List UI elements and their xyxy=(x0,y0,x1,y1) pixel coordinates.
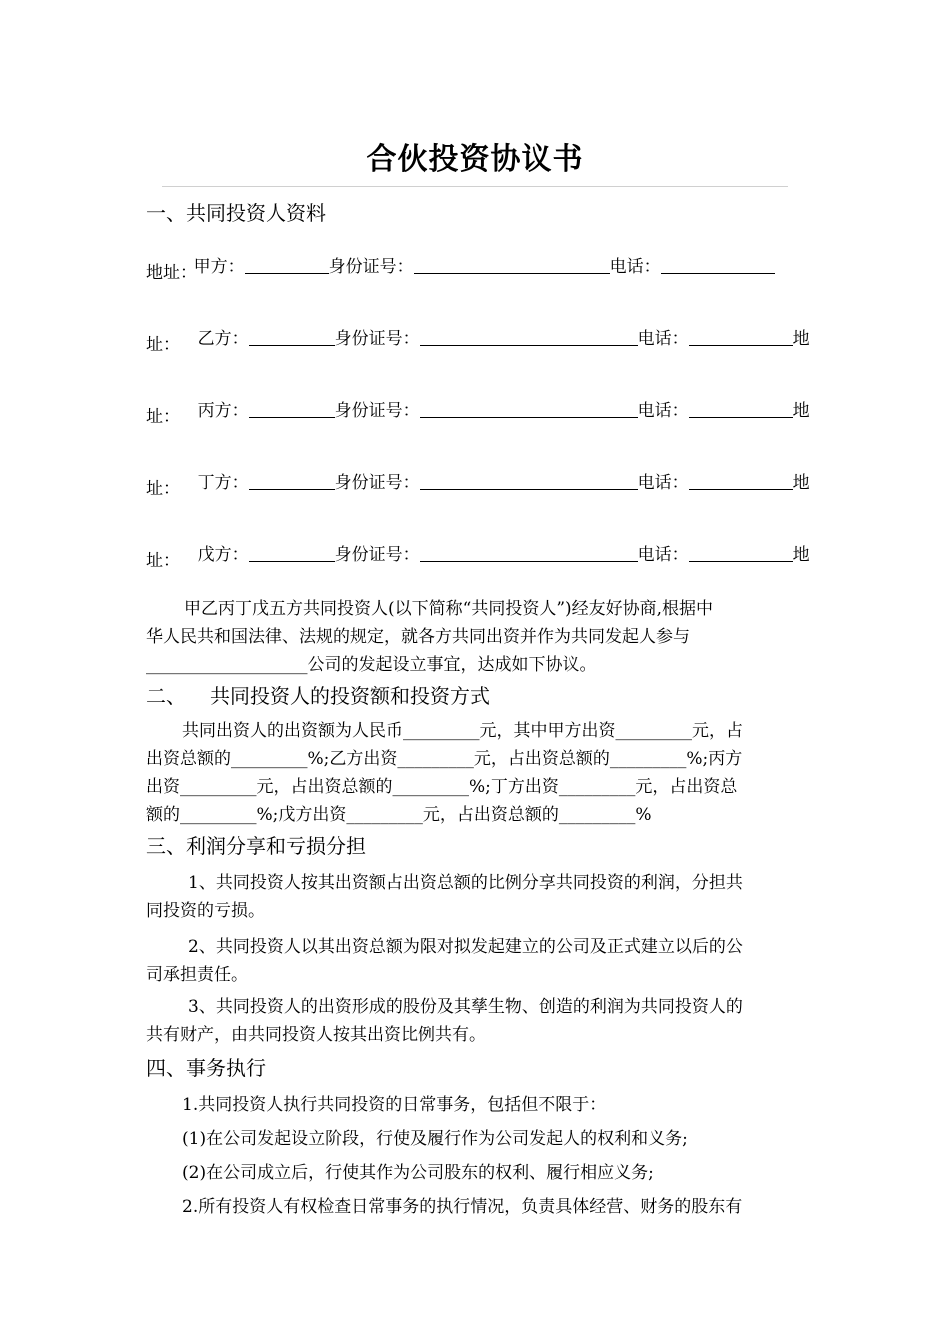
party-ding-line xyxy=(176,448,810,513)
party-bing-line xyxy=(176,376,810,441)
party-bing-addr-label-a: 地 xyxy=(792,401,810,421)
party-wu-id-blank[interactable] xyxy=(420,545,638,562)
party-wu-line xyxy=(176,520,810,585)
party-yi-tel-label: 电话： xyxy=(637,329,689,349)
party-jia-id-blank[interactable] xyxy=(414,257,610,274)
s3-p1-line-2: 同投资的亏损。 xyxy=(146,901,265,921)
party-jia-name-blank[interactable] xyxy=(245,257,329,274)
s3-p2-line-1: 2、共同投资人以其出资总额为限对拟发起建立的公司及正式建立以后的公 xyxy=(188,937,743,957)
document-title: 合伙投资协议书 xyxy=(366,142,584,177)
party-bing-id-blank[interactable] xyxy=(420,401,638,418)
party-wu-label: 戊方： xyxy=(197,545,249,565)
party-jia-tel-label: 电话： xyxy=(609,257,661,277)
s3-p3-line-1: 3、共同投资人的出资形成的股份及其孳生物、创造的利润为共同投资人的 xyxy=(188,997,743,1017)
party-jia-line xyxy=(172,232,775,297)
party-jia-address: 地址： xyxy=(146,263,197,283)
party-jia-id-label: 身份证号： xyxy=(328,257,414,277)
section-4-heading: 四、事务执行 xyxy=(146,1056,266,1080)
party-yi-id-blank[interactable] xyxy=(420,329,638,346)
party-bing-label: 丙方： xyxy=(197,401,249,421)
section-3-heading: 三、利润分享和亏损分担 xyxy=(146,834,366,858)
party-jia-tel-blank[interactable] xyxy=(661,257,775,274)
s4-item-1-2: (2)在公司成立后，行使其作为公司股东的权利、履行相应义务; xyxy=(182,1163,654,1183)
party-bing-tel-label: 电话： xyxy=(637,401,689,421)
intro-line-3: ___________________公司的发起设立事宜，达成如下协议。 xyxy=(146,655,597,675)
party-yi-id-label: 身份证号： xyxy=(334,329,420,349)
party-ding-id-label: 身份证号： xyxy=(334,473,420,493)
party-yi-name-blank[interactable] xyxy=(249,329,335,346)
s2-line-3: 出资_________元，占出资总额的_________%;丁方出资_________元，占出资总 xyxy=(146,777,738,797)
party-wu-tel-label: 电话： xyxy=(637,545,689,565)
party-ding-tel-label: 电话： xyxy=(637,473,689,493)
section-2-number: 二、 xyxy=(146,684,186,708)
s2-line-1: 共同出资人的出资额为人民币_________元，其中甲方出资_________元，占 xyxy=(182,721,743,741)
s3-p3-line-2: 共有财产，由共同投资人按其出资比例共有。 xyxy=(146,1025,486,1045)
party-bing-tel-blank[interactable] xyxy=(689,401,793,418)
party-ding-id-blank[interactable] xyxy=(420,473,638,490)
s3-p1-line-1: 1、共同投资人按其出资额占出资总额的比例分享共同投资的利润，分担共 xyxy=(188,873,743,893)
party-ding-tel-blank[interactable] xyxy=(689,473,793,490)
party-bing-id-label: 身份证号： xyxy=(334,401,420,421)
party-jia-label: 甲方： xyxy=(193,257,245,277)
party-ding-addr-label-b: 址： xyxy=(146,479,180,499)
party-yi-line xyxy=(176,304,810,369)
section-1-heading: 一、共同投资人资料 xyxy=(146,201,326,225)
party-yi-addr-label-a: 地 xyxy=(792,329,810,349)
intro-line-1: 甲乙丙丁戊五方共同投资人(以下简称“共同投资人”)经友好协商,根据中 xyxy=(184,599,714,619)
party-wu-addr-label-b: 址： xyxy=(146,551,180,571)
s2-line-2: 出资总额的_________%;乙方出资_________元，占出资总额的_________%;丙方 xyxy=(146,749,743,769)
party-yi-addr-label-b: 址： xyxy=(146,335,180,355)
party-yi-label: 乙方： xyxy=(197,329,249,349)
s4-item-1: 1.共同投资人执行共同投资的日常事务，包括但不限于： xyxy=(182,1095,607,1115)
party-ding-addr-label-a: 地 xyxy=(792,473,810,493)
party-wu-addr-label-a: 地 xyxy=(792,545,810,565)
section-2-title: 共同投资人的投资额和投资方式 xyxy=(210,684,490,708)
party-bing-name-blank[interactable] xyxy=(249,401,335,418)
section-2-heading xyxy=(146,680,490,709)
party-ding-label: 丁方： xyxy=(197,473,249,493)
party-wu-id-label: 身份证号： xyxy=(334,545,420,565)
party-ding-name-blank[interactable] xyxy=(249,473,335,490)
party-bing-addr-label-b: 址： xyxy=(146,407,180,427)
s4-item-1-1: (1)在公司发起设立阶段，行使及履行作为公司发起人的权利和义务; xyxy=(182,1129,688,1149)
s2-line-4: 额的_________%;戊方出资_________元，占出资总额的_________% xyxy=(146,805,652,825)
s4-item-2: 2.所有投资人有权检查日常事务的执行情况，负责具体经营、财务的股东有 xyxy=(182,1197,743,1217)
s3-p2-line-2: 司承担责任。 xyxy=(146,965,248,985)
party-wu-tel-blank[interactable] xyxy=(689,545,793,562)
party-yi-tel-blank[interactable] xyxy=(689,329,793,346)
intro-line-2: 华人民共和国法律、法规的规定，就各方共同出资并作为共同发起人参与 xyxy=(146,627,690,647)
party-wu-name-blank[interactable] xyxy=(249,545,335,562)
title-divider xyxy=(162,186,788,187)
